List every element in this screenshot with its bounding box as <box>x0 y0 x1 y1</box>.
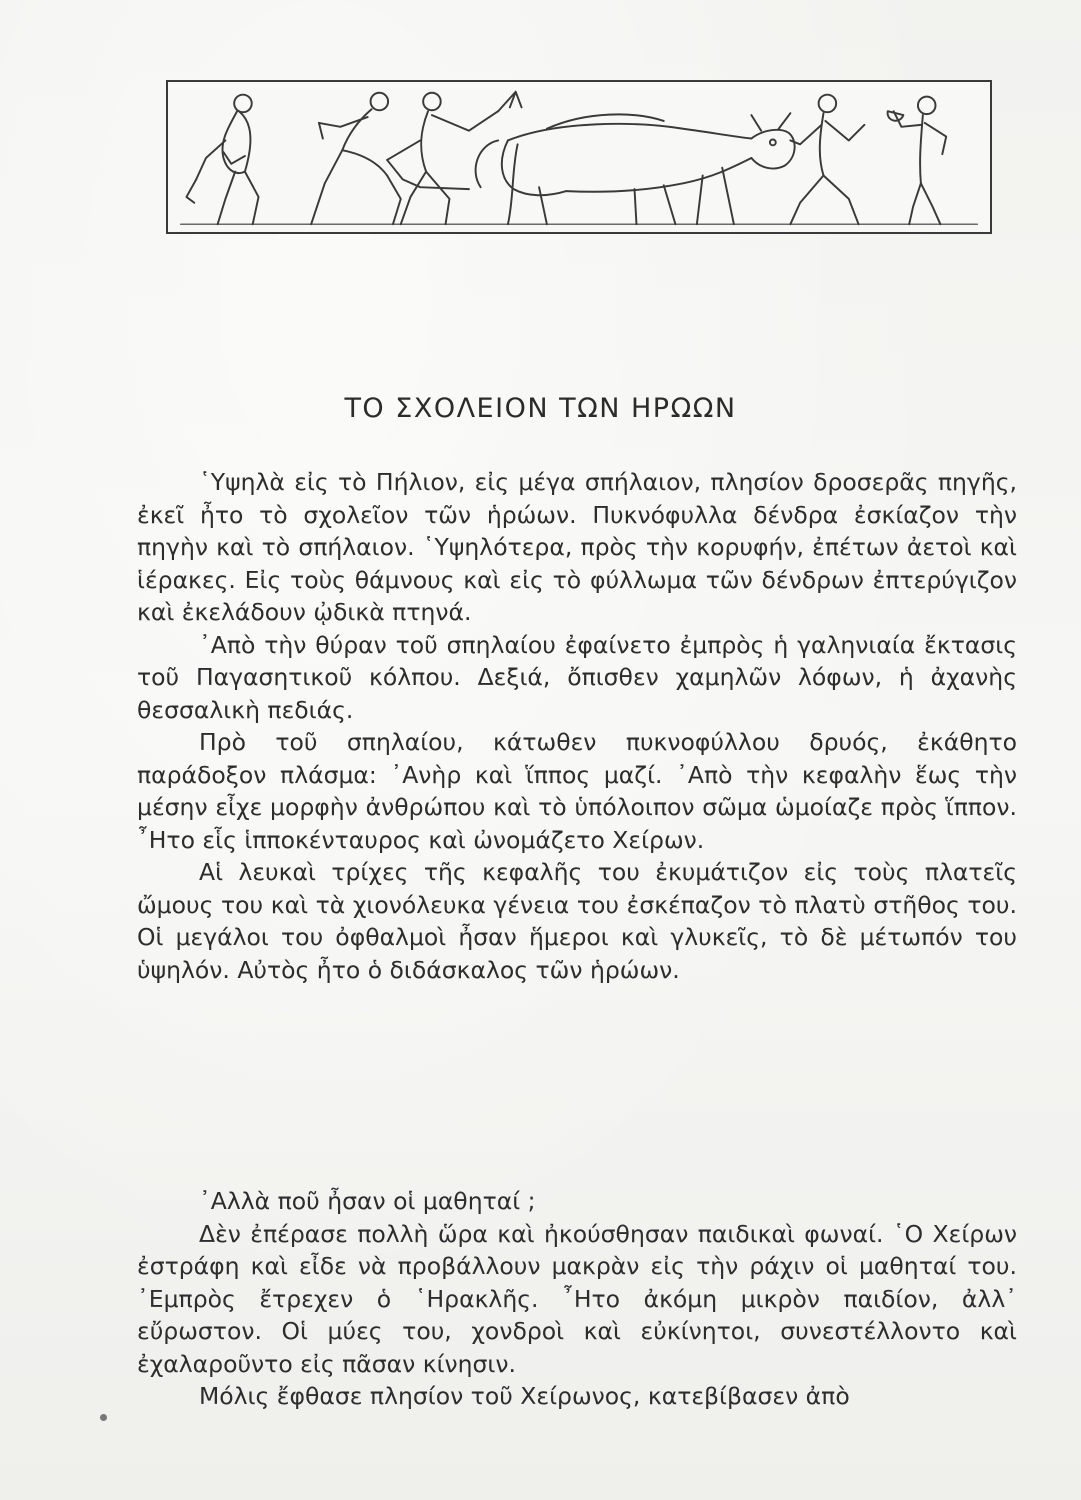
chapter-title: ΤΟ ΣΧΟΛΕΙΟΝ ΤΩΝ ΗΡΩΩΝ <box>344 393 737 424</box>
frieze-illustration <box>166 80 992 234</box>
figure-standing-man <box>888 97 947 225</box>
paragraph: ᾿Αλλὰ ποῦ ἦσαν οἱ μαθηταί ; <box>199 1187 536 1215</box>
paragraph: Πρὸ τοῦ σπηλαίου, κάτωθεν πυκνοφύλλου δρυός, ἐκάθητο παράδοξον πλάσμα: ᾿Ανὴρ καὶ ἵππος μαζί. ᾿Απὸ τὴν κεφαλὴν ἕως τὴν μέσην εἶχε μορφὴν ἀνθρώπου καὶ τὸ ὑπόλοιπον σῶμα ὡμοίαζε πρὸς ἵππον. ῏Ητο εἷς ἱπποκένταυρος καὶ ὠνομάζετο Χείρων. <box>137 728 1017 854</box>
paragraph: ῾Υψηλὰ εἰς τὸ Πήλιον, εἰς μέγα σπήλαιον, πλησίον δροσερᾶς πηγῆς, ἐκεῖ ἦτο τὸ σχολεῖον τῶν ἡρώων. Πυκνόφυλλα δένδρα ἐσκίαζον τὴν πηγὴν καὶ τὸ σπήλαιον. ῾Υψηλότερα, πρὸς τὴν κορυφήν, ἐπέτων ἀετοὶ καὶ ἱέρακες. Εἰς τοὺς θάμνους καὶ εἰς τὸ φύλλωμα τῶν δένδρων ἐπτερύγιζον καὶ ἐκελάδουν ᾠδικὰ πτηνά. <box>137 468 1017 626</box>
paragraph: ᾿Απὸ τὴν θύραν τοῦ σπηλαίου ἐφαίνετο ἐμπρὸς ἡ γαληνιαία ἔκτασις τοῦ Παγασητικοῦ κόλπου. Δεξιά, ὄπισθεν χαμηλῶν λόφων, ἡ ἀχανὴς θεσσαλικὴ πεδιάς. <box>137 630 1017 724</box>
oxen-pair <box>476 113 795 224</box>
body-text-top <box>137 466 1017 986</box>
paragraph: Δὲν ἐπέρασε πολλὴ ὥρα καὶ ἠκούσθησαν παιδικαὶ φωναί. ῾Ο Χείρων ἐστράφη καὶ εἶδε νὰ προβάλλουν μακρὰν εἰς τὴν ράχιν οἱ μαθηταί του. ᾿Εμπρὸς ἔτρεχεν ὁ ῾Ηρακλῆς. ῏Ητο ἀκόμη μικρὸν παιδίον, ἀλλ᾿ εὔρωστον. Οἱ μύες του, χονδροὶ καὶ εὐκίνητοι, συνεστέλλοντο καὶ ἐχαλαροῦντο εἰς πᾶσαν κίνησιν. <box>137 1219 1017 1378</box>
figure-walking-man <box>790 95 864 225</box>
paragraph: Αἱ λευκαὶ τρίχες τῆς κεφαλῆς του ἐκυμάτιζον εἰς τοὺς πλατεῖς ὤμους του καὶ τὰ χιονόλευκα γένεια του ἐσκέπαζον τὸ πλατὺ στῆθος του. Οἱ μεγάλοι του ὀφθαλμοὶ ἦσαν ἥμεροι καὶ γλυκεῖς, τὸ δὲ μέτωπόν του ὑψηλόν. Αὐτὸς ἦτο ὁ διδάσκαλος τῶν ἡρώων. <box>137 858 1017 984</box>
body-text-bottom <box>137 1185 1017 1413</box>
paragraph: Μόλις ἔφθασε πλησίον τοῦ Χείρωνος, κατεβίβασεν ἀπὸ <box>199 1382 850 1410</box>
margin-ink-dot <box>100 1414 107 1421</box>
figure-running-man <box>311 93 401 224</box>
figure-hoeing-man <box>186 95 258 225</box>
ploughing-scene-drawing <box>168 82 990 232</box>
